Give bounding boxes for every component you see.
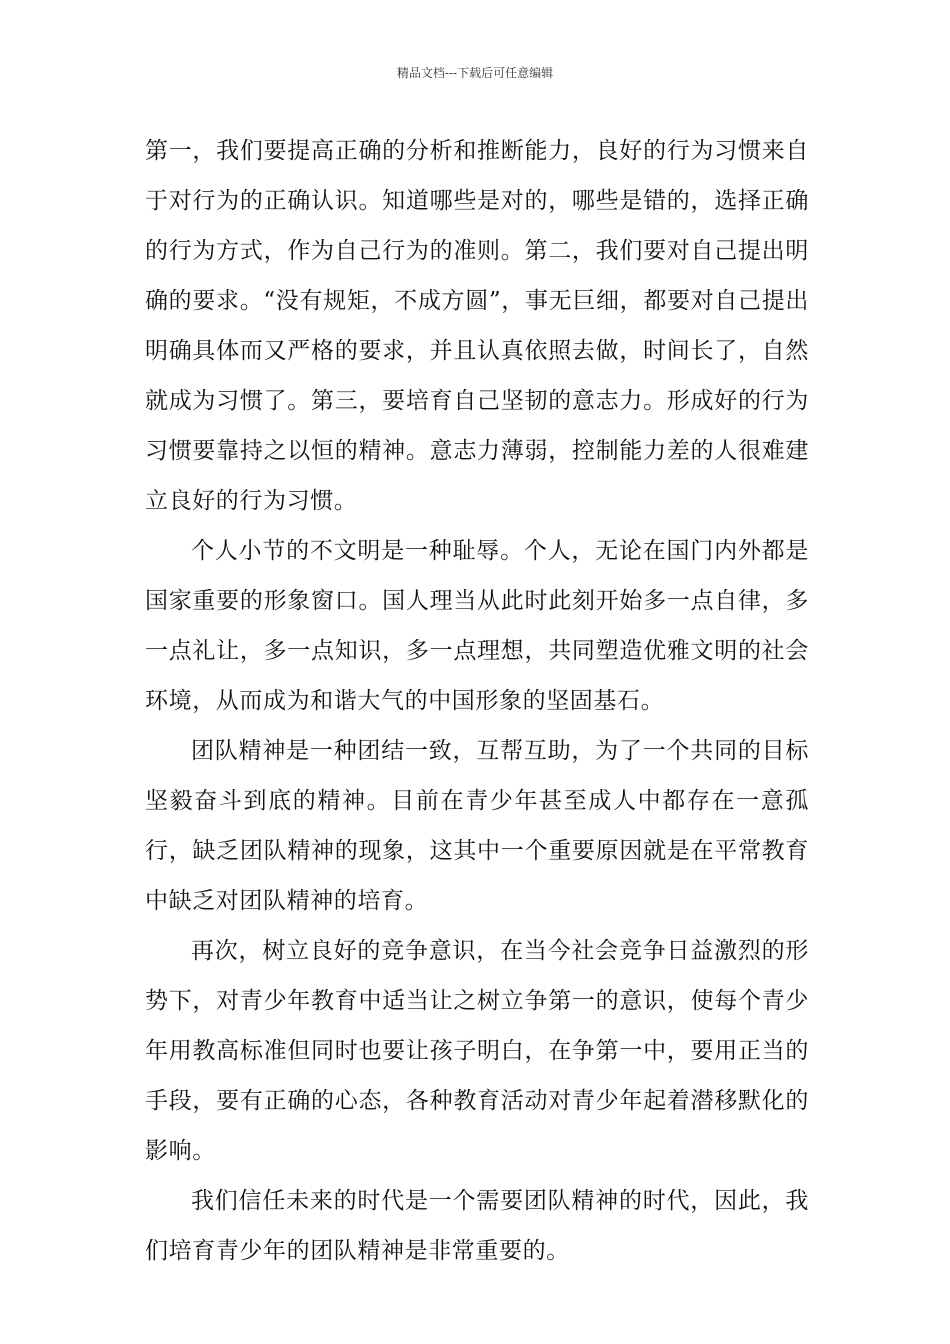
paragraph-competition: 再次，树立良好的竞争意识，在当今社会竞争日益激烈的形势下，对青少年教育中适当让之树立争第一的意识，使每个青少年用教高标准但同时也要让孩子明白，在争第一中，要用正当的手段，要有正确的心态，各种教育活动对青少年起着潜移默化的影响。 <box>145 938 809 1164</box>
page-header: 精品文档---下载后可任意编辑 <box>396 66 554 80</box>
paragraph-conclusion: 我们信任未来的时代是一个需要团队精神的时代，因此，我们培育青少年的团队精神是非常重要的。 <box>145 1188 809 1264</box>
paragraph-team-spirit: 团队精神是一种团结一致，互帮互助，为了一个共同的目标坚毅奋斗到底的精神。目前在青少年甚至成人中都存在一意孤行，缺乏团队精神的现象，这其中一个重要原因就是在平常教育中缺乏对团队精神的培育。 <box>145 738 809 914</box>
paragraph-habits: 第一，我们要提高正确的分析和推断能力，良好的行为习惯来自于对行为的正确认识。知道哪些是对的，哪些是错的，选择正确的行为方式，作为自己行为的准则。第二，我们要对自己提出明确的要求。“没有规矩，不成方圆”，事无巨细，都要对自己提出明确具体而又严格的要求，并且认真依照去做，时间长了，自然就成为习惯了。第三，要培育自己坚韧的意志力。形成好的行为习惯要靠持之以恒的精神。意志力薄弱，控制能力差的人很难建立良好的行为习惯。 <box>145 138 809 514</box>
document-body <box>145 126 809 1276</box>
paragraph-civility: 个人小节的不文明是一种耻辱。个人，无论在国门内外都是国家重要的形象窗口。国人理当从此时此刻开始多一点自律，多一点礼让，多一点知识，多一点理想，共同塑造优雅文明的社会环境，从而成为和谐大气的中国形象的坚固基石。 <box>145 538 809 714</box>
